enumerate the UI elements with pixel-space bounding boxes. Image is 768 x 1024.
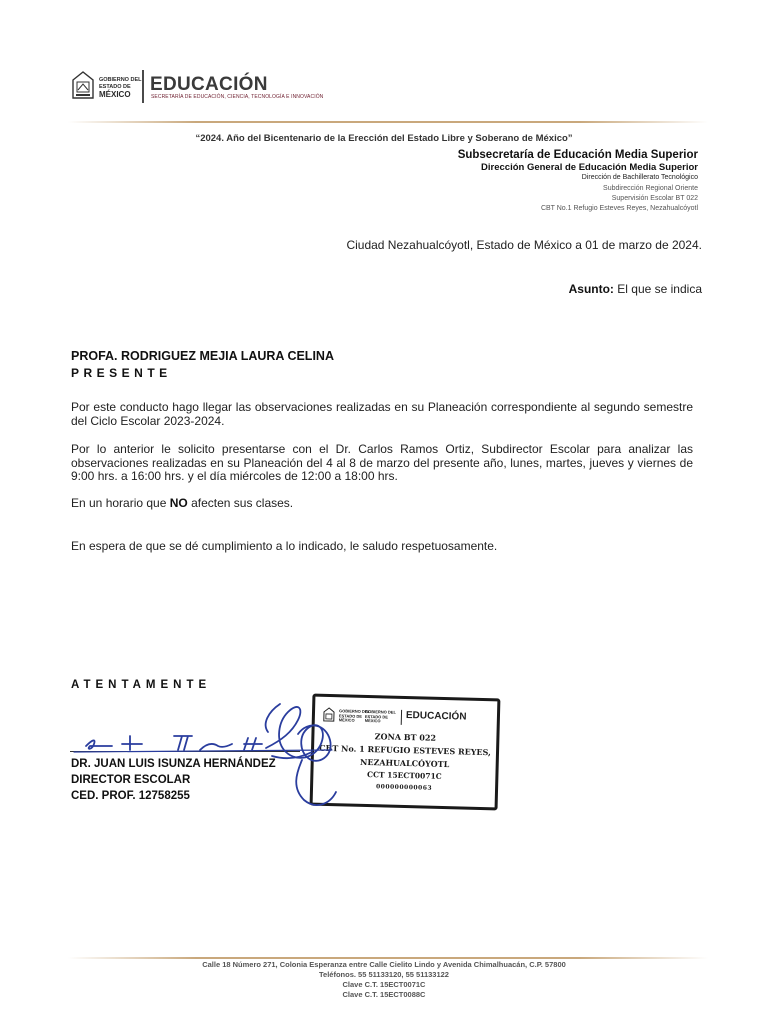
stamp-line-3: NEZAHUALCÓYOTL	[360, 756, 450, 770]
org-line-6: CBT No.1 Refugio Esteves Reyes, Nezahualcóyotl	[540, 205, 698, 212]
footer-cct-2: Clave C.T. 15ECT0088C	[342, 990, 426, 999]
stamp-divider	[401, 710, 402, 725]
stamp-line-2: CBT No. 1 REFUGIO ESTEVES REYES,	[319, 742, 491, 758]
logo-divider	[142, 70, 144, 103]
paragraph-3	[71, 497, 693, 511]
signer-position: DIRECTOR ESCOLAR	[71, 774, 191, 786]
paragraph-3-before: En un horario que	[71, 496, 170, 510]
edu-subtitle: SECRETARÍA DE EDUCACIÓN, CIENCIA, TECNOLOGÍA E INNOVACIÓN	[151, 94, 324, 100]
footer-rule	[68, 957, 708, 959]
addressee: PROFA. RODRIGUEZ MEJIA LAURA CELINA	[71, 349, 334, 363]
presente: PRESENTE	[71, 366, 172, 380]
paragraph-1: Por este conducto hago llegar las observaciones realizadas en su Planeación correspondiente al segundo semestre del Ciclo Escolar 2023-2024.	[71, 400, 693, 428]
org-line-2: Dirección General de Educación Media Superior	[481, 162, 698, 173]
subject	[569, 282, 702, 296]
paragraph-4: En espera de que se dé cumplimiento a lo indicado, le saludo respetuosamente.	[71, 539, 498, 553]
stamp-gov2-line: MÉXICO	[364, 717, 381, 724]
gov-logo-line: ESTADO DE	[99, 83, 131, 90]
stamp-line-4: CCT 15ECT0071C	[366, 770, 442, 781]
gov-logo-text	[99, 77, 141, 99]
org-line-3: Dirección de Bachillerato Tecnológico	[581, 174, 698, 181]
handwritten-signature	[72, 700, 342, 812]
year-motto: “2024. Año del Bicentenario de la Erección del Estado Libre y Soberano de México”	[195, 133, 573, 144]
stamp-gov-text-2	[365, 710, 396, 724]
footer-address: Calle 18 Número 271, Colonia Esperanza entre Calle Cielito Lindo y Avenida Chimalhuacán, C.P. 57800	[202, 960, 566, 969]
stamp-gov2-line: ESTADO DE	[364, 713, 389, 720]
paragraph-3-emphasis: NO	[169, 496, 188, 510]
gov-logo-line: GOBIERNO DEL	[99, 77, 142, 83]
stamp-line-5: 000000000063	[375, 783, 433, 792]
header-rule	[68, 121, 708, 123]
stamp-gov2-line: GOBIERNO DEL	[364, 708, 396, 715]
state-coat-of-arms-icon	[70, 70, 96, 102]
paragraph-2: Por lo anterior le solicito presentarse con el Dr. Carlos Ramos Ortiz, Subdirector Escolar para analizar las observaciones realizadas en su Planeación del 4 al 8 de marzo del presente año, lunes, martes, jueves y viernes de 9:00 hrs. a 16:00 hrs. y el día miércoles de 12:00 a 18:00 hrs.	[71, 442, 693, 483]
footer-cct-1: Clave C.T. 15ECT0071C	[342, 980, 426, 989]
gov-logo-line: MÉXICO	[99, 90, 131, 99]
edu-title: EDUCACIÓN	[150, 74, 268, 95]
stamp-gov-line: ESTADO DE	[338, 712, 363, 719]
signer-license: CED. PROF. 12758255	[71, 790, 190, 802]
org-line-5: Supervisión Escolar BT 022	[611, 195, 698, 202]
stamp-line-1: ZONA BT 022	[374, 731, 437, 743]
place-date: Ciudad Nezahualcóyotl, Estado de México a 01 de marzo de 2024.	[346, 238, 702, 252]
org-line-4: Subdirección Regional Oriente	[603, 185, 698, 192]
stamp-logo-row	[321, 707, 491, 729]
stamp-gov-line: MÉXICO	[338, 717, 355, 723]
org-line-1: Subsecretaría de Educación Media Superior	[457, 149, 698, 161]
stamp-gov-line: GOBIERNO DEL	[338, 708, 371, 715]
signer-name: DR. JUAN LUIS ISUNZA HERNÁNDEZ	[71, 758, 276, 770]
atentamente: ATENTAMENTE	[71, 679, 212, 691]
stamp-edu: EDUCACIÓN	[405, 710, 467, 723]
paragraph-3-after: afecten sus clases.	[187, 496, 294, 510]
subject-label: Asunto:	[568, 282, 614, 296]
footer-phones: Teléfonos. 55 51133120, 55 51133122	[319, 970, 449, 979]
subject-value: El que se indica	[613, 282, 702, 296]
